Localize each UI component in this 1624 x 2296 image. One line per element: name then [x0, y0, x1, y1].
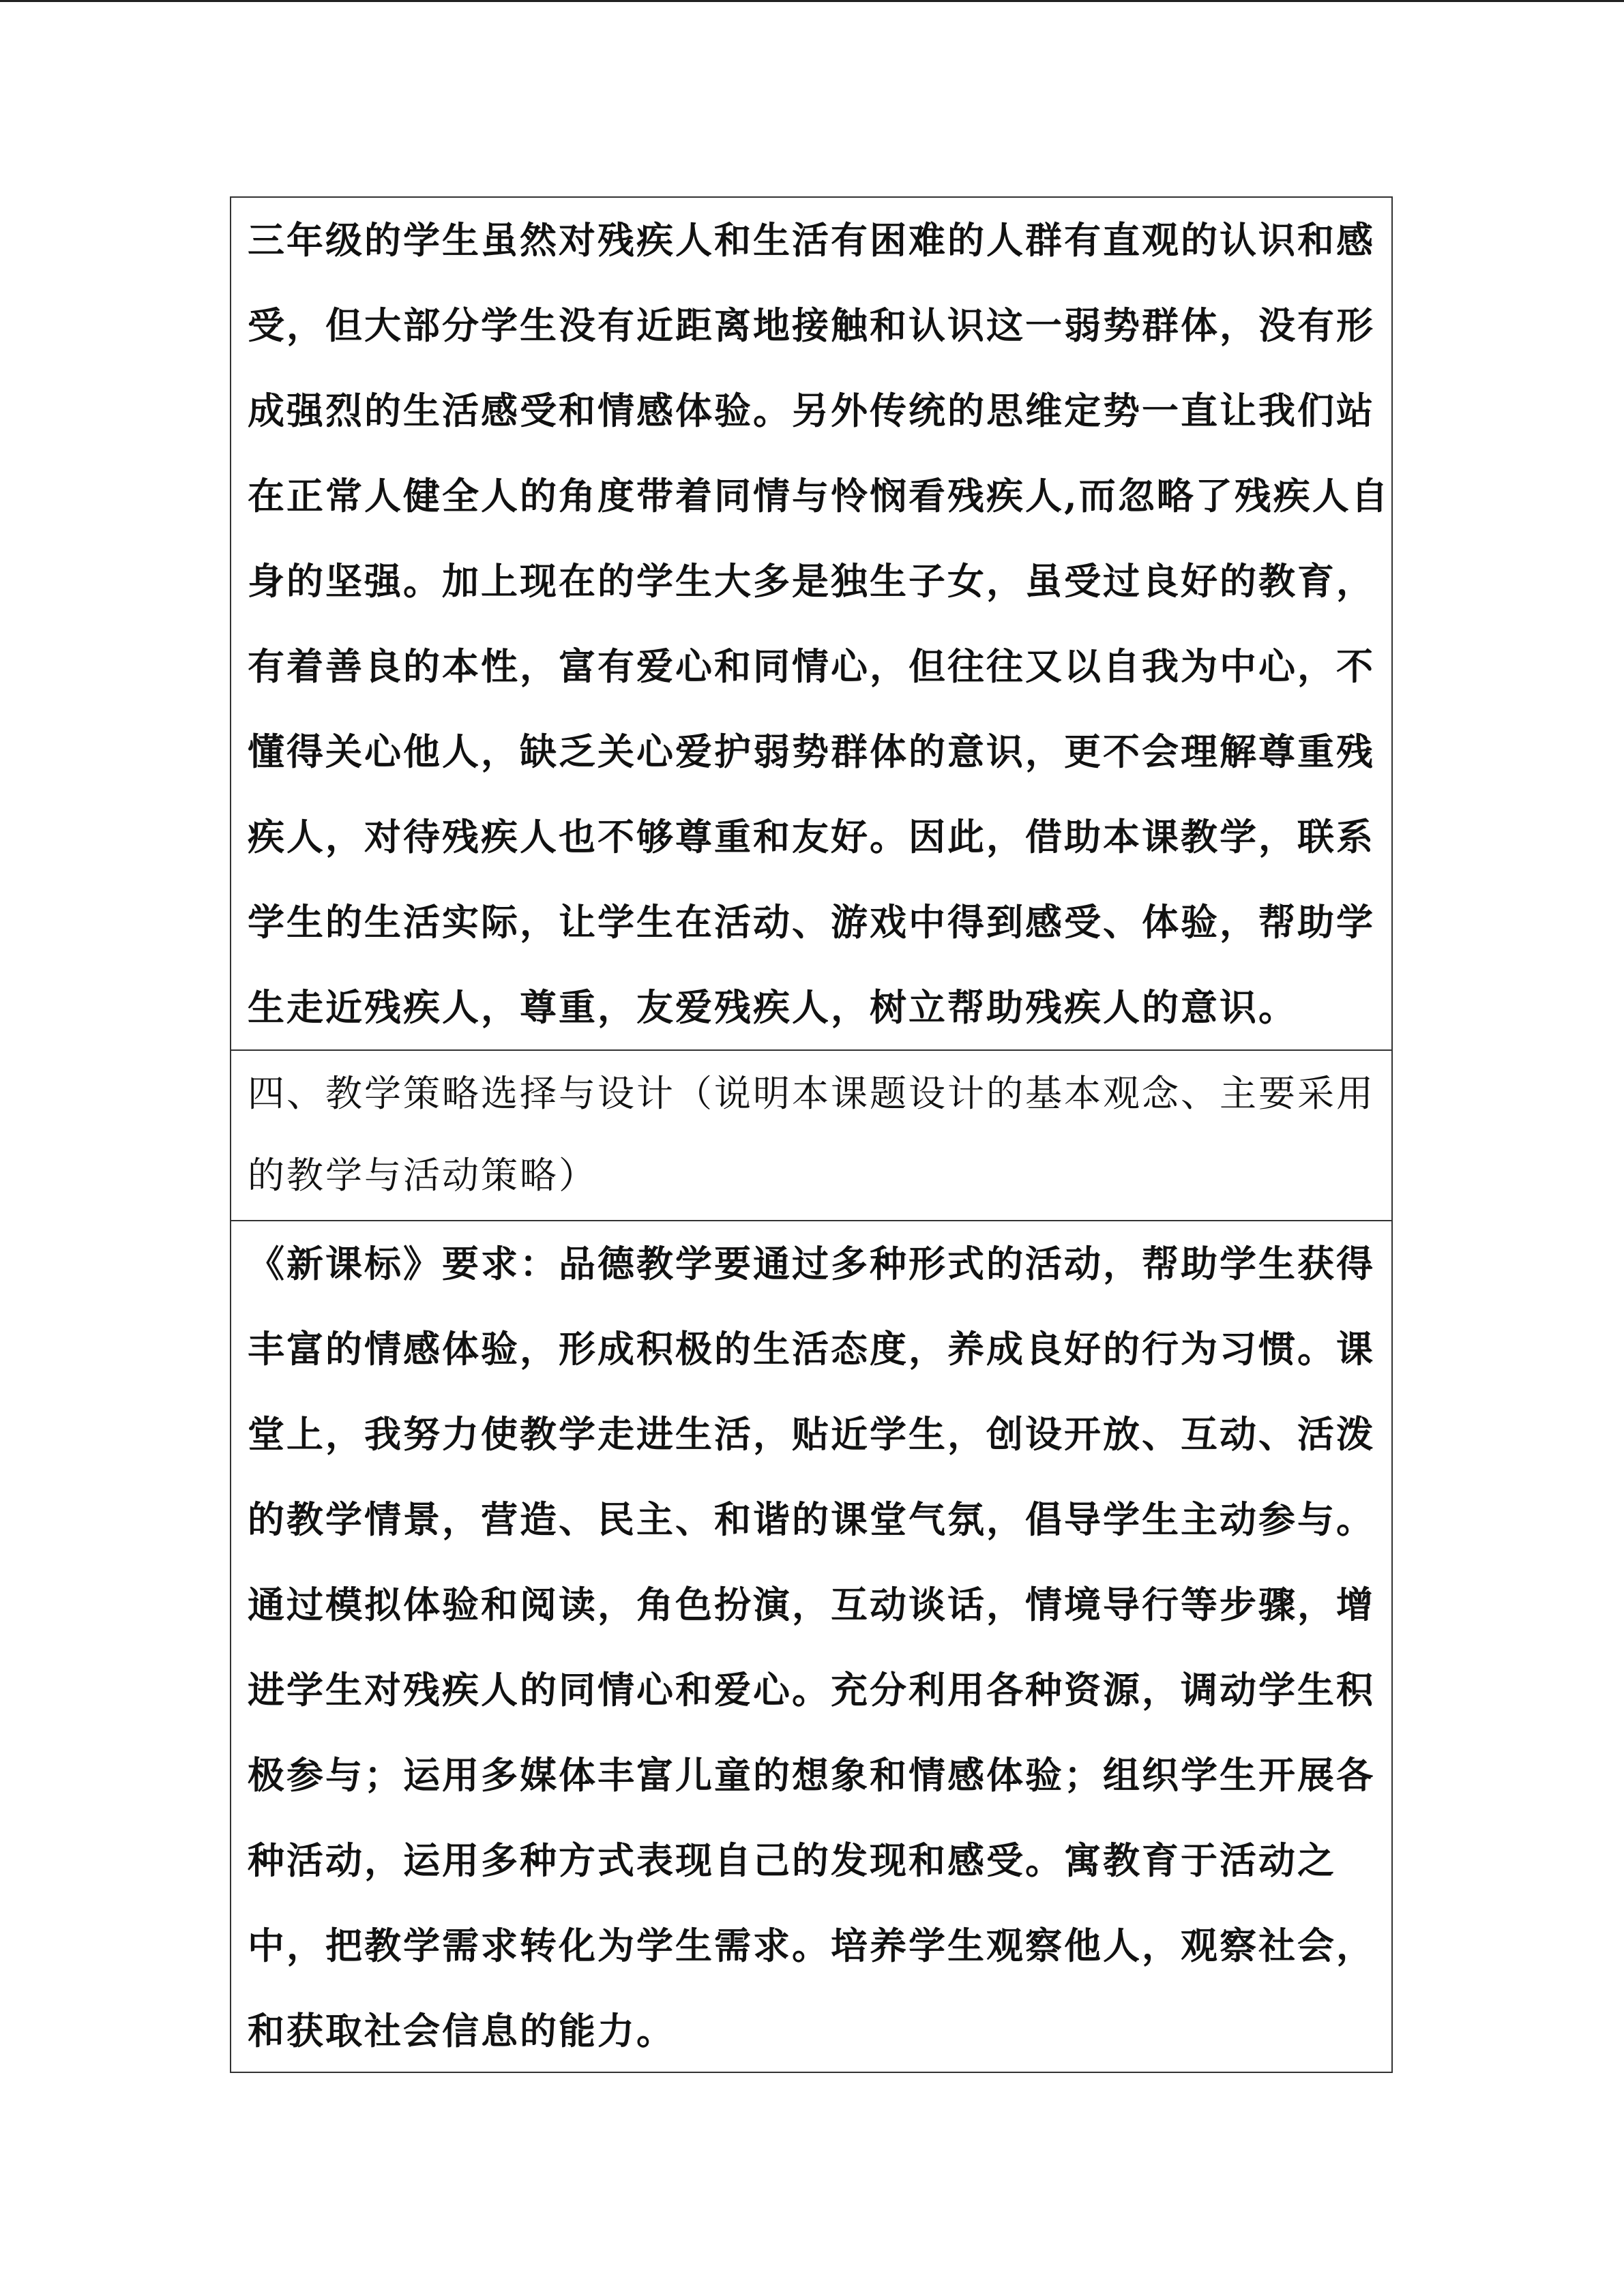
text-line: 中，把教学需求转化为学生需求。培养学生观察他人，观察社会，: [248, 1924, 1375, 1967]
text-line: 身的坚强。加上现在的学生大多是独生子女，虽受过良好的教育，: [248, 559, 1375, 603]
text-line: 和获取社会信息的能力。: [248, 2009, 675, 2053]
text-line: 有着善良的本性，富有爱心和同情心，但往往又以自我为中心，不: [248, 644, 1375, 688]
text-line: 懂得关心他人，缺乏关心爱护弱势群体的意识，更不会理解尊重残: [248, 730, 1375, 773]
text-line: 在正常人健全人的角度带着同情与怜悯看残疾人,而忽略了残疾人自: [248, 474, 1390, 518]
document-table: [230, 196, 1393, 2073]
text-line: 堂上，我努力使教学走进生活，贴近学生，创设开放、互动、活泼: [248, 1412, 1375, 1456]
section-heading-line: 四、教学策略选择与设计（说明本课题设计的基本观念、主要采用: [248, 1072, 1375, 1115]
text-line: 三年级的学生虽然对残疾人和生活有困难的人群有直观的认识和感: [248, 218, 1375, 262]
text-line: 种活动，运用多种方式表现自己的发现和感受。寓教育于活动之: [248, 1838, 1336, 1882]
text-line: 生走近残疾人，尊重，友爱残疾人，树立帮助残疾人的意识。: [248, 985, 1297, 1029]
text-line: 疾人，对待残疾人也不够尊重和友好。因此，借助本课教学，联系: [248, 815, 1375, 859]
text-line: 受，但大部分学生没有近距离地接触和认识这一弱势群体，没有形: [248, 303, 1375, 347]
text-line: 《新课标》要求：品德教学要通过多种形式的活动，帮助学生获得: [248, 1242, 1375, 1285]
table-row-teaching-strategy: [231, 1221, 1391, 2073]
text-line: 通过模拟体验和阅读，角色扮演，互动谈话，情境导行等步骤，增: [248, 1583, 1375, 1626]
section-heading-line: 的教学与活动策略）: [248, 1154, 597, 1197]
text-line: 进学生对残疾人的同情心和爱心。充分利用各种资源，调动学生积: [248, 1668, 1375, 1712]
text-line: 极参与；运用多媒体丰富儿童的想象和情感体验；组织学生开展各: [248, 1753, 1375, 1797]
text-line: 丰富的情感体验，形成积极的生活态度，养成良好的行为习惯。课: [248, 1327, 1375, 1371]
page-top-rule: [0, 0, 1624, 2]
text-line: 的教学情景，营造、民主、和谐的课堂气氛，倡导学生主动参与。: [248, 1497, 1375, 1541]
text-line: 成强烈的生活感受和情感体验。另外传统的思维定势一直让我们站: [248, 389, 1375, 432]
table-row-student-analysis: [231, 198, 1391, 1051]
table-row-section-heading: [231, 1051, 1391, 1221]
text-line: 学生的生活实际，让学生在活动、游戏中得到感受、体验，帮助学: [248, 900, 1375, 944]
